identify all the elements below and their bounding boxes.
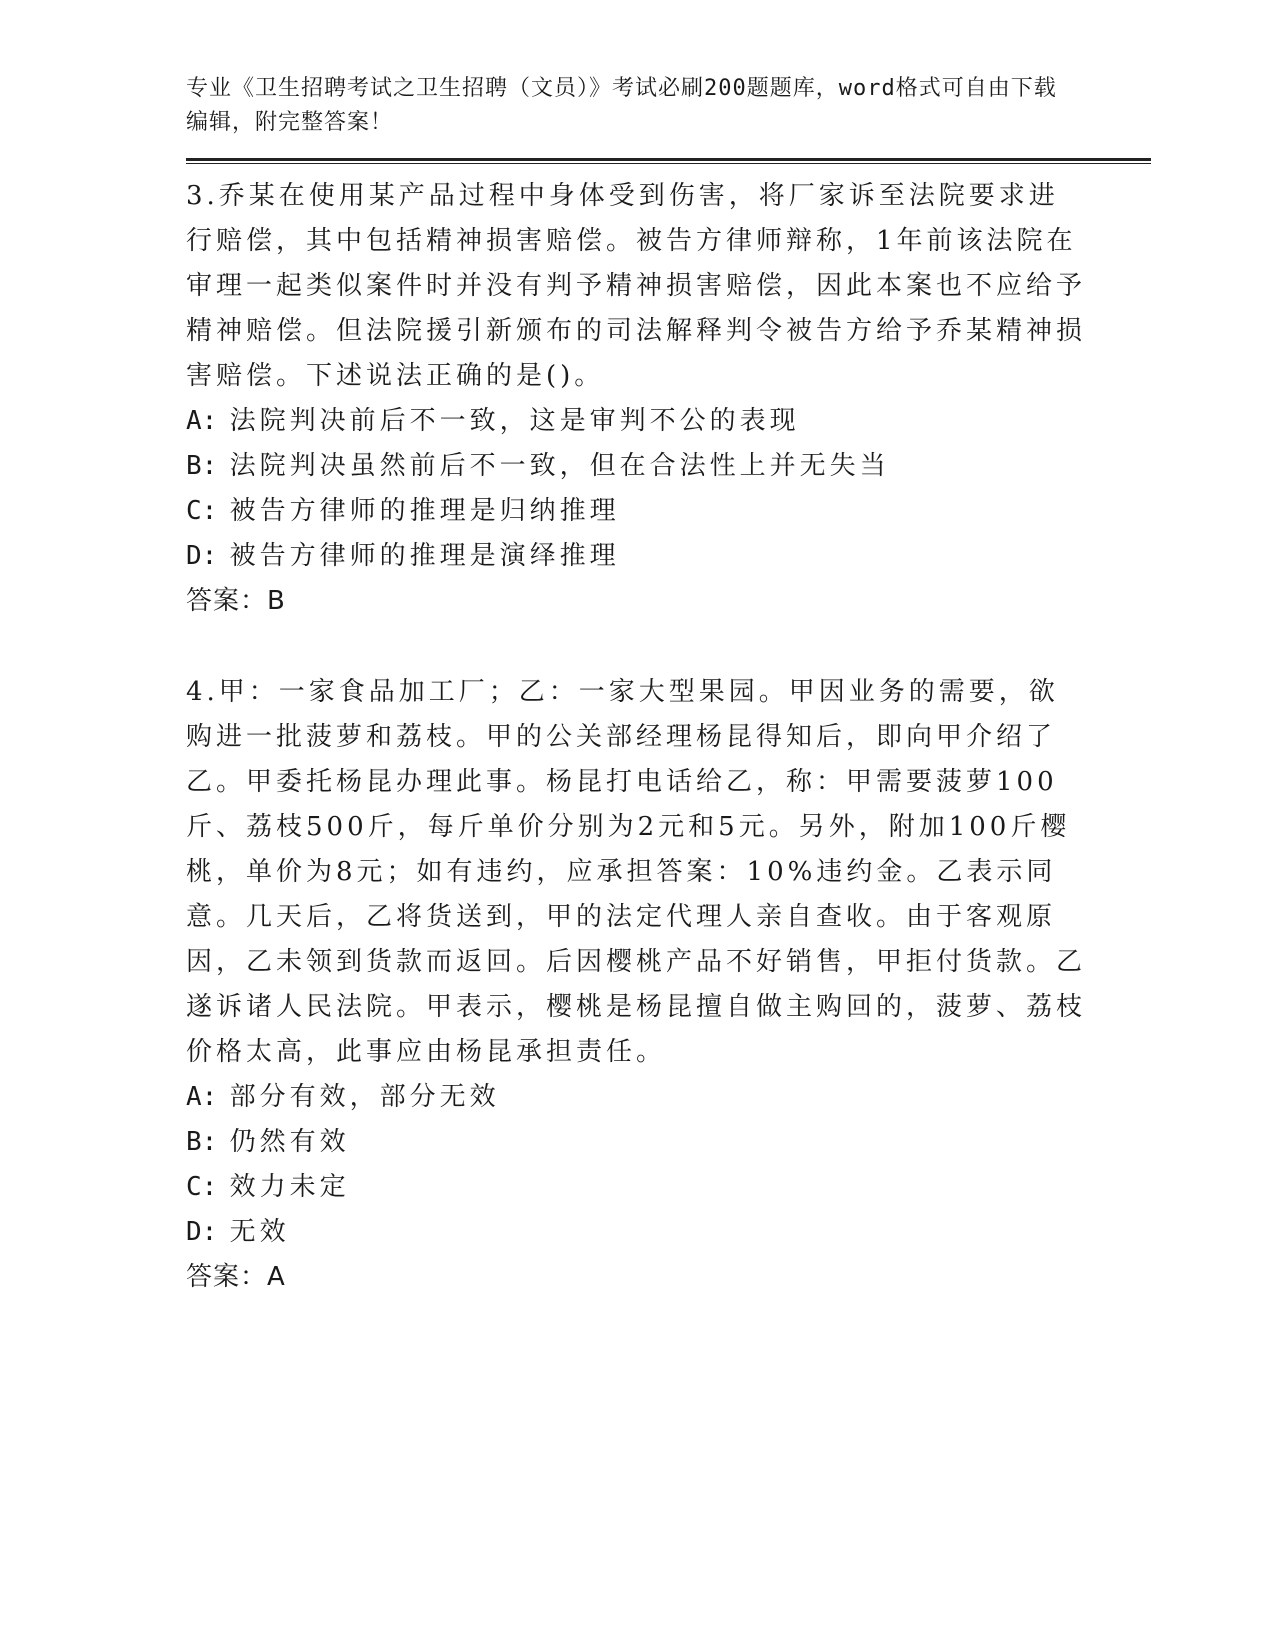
- header-divider: [186, 158, 1151, 164]
- question-stem: 4.甲：一家食品加工厂；乙：一家大型果园。甲因业务的需要，欲购进一批菠萝和荔枝。甲的公关部经理杨昆得知后，即向甲介绍了乙。甲委托杨昆办理此事。杨昆打电话给乙，称：甲需要菠萝100斤、荔枝500斤，每斤单价分别为2元和5元。另外，附加100斤樱桃，单价为8元；如有违约，应承担答案：10%违约金。乙表示同意。几天后，乙将货送到，甲的法定代理人亲自查收。由于客观原因，乙未领到货款而返回。后因樱桃产品不好销售，甲拒付货款。乙遂诉诸人民法院。甲表示，樱桃是杨昆擅自做主购回的，菠萝、荔枝价格太高，此事应由杨昆承担责任。: [186, 677, 1087, 1067]
- option-text: 效力未定: [229, 1172, 350, 1202]
- option-text: 部分有效，部分无效: [229, 1082, 500, 1112]
- question-4: [186, 670, 1151, 1300]
- option-key: D:: [186, 1217, 218, 1247]
- option-text: 法院判决虽然前后不一致，但在合法性上并无失当: [229, 451, 890, 481]
- option-key: B:: [186, 451, 218, 481]
- option-b: [186, 1120, 1151, 1165]
- option-c: [186, 1165, 1151, 1210]
- option-key: C:: [186, 496, 218, 526]
- option-c: [186, 489, 1151, 534]
- option-key: A:: [186, 1082, 218, 1112]
- document-page: [186, 70, 1151, 1300]
- option-text: 被告方律师的推理是归纳推理: [229, 496, 620, 526]
- answer-line: 答案：A: [186, 1262, 286, 1292]
- option-text: 无效: [229, 1217, 290, 1247]
- option-d: [186, 1210, 1151, 1255]
- option-key: A:: [186, 406, 218, 436]
- option-text: 法院判决前后不一致，这是审判不公的表现: [229, 406, 800, 436]
- answer-line: 答案：B: [186, 586, 286, 616]
- option-key: C:: [186, 1172, 218, 1202]
- question-3: [186, 174, 1151, 624]
- option-b: [186, 444, 1151, 489]
- option-text: 仍然有效: [229, 1127, 350, 1157]
- option-key: D:: [186, 541, 218, 571]
- option-a: [186, 399, 1151, 444]
- question-stem: 3.乔某在使用某产品过程中身体受到伤害，将厂家诉至法院要求进行赔偿，其中包括精神损害赔偿。被告方律师辩称，1年前该法院在审理一起类似案件时并没有判予精神损害赔偿，因此本案也不应给予精神赔偿。但法院援引新颁布的司法解释判令被告方给予乔某精神损害赔偿。下述说法正确的是()。: [186, 181, 1087, 391]
- option-d: [186, 534, 1151, 579]
- option-a: [186, 1075, 1151, 1120]
- document-header: 专业《卫生招聘考试之卫生招聘（文员）》考试必刷200题题库，word格式可自由下载编辑，附完整答案！: [186, 76, 1057, 135]
- option-key: B:: [186, 1127, 218, 1157]
- option-text: 被告方律师的推理是演绎推理: [229, 541, 620, 571]
